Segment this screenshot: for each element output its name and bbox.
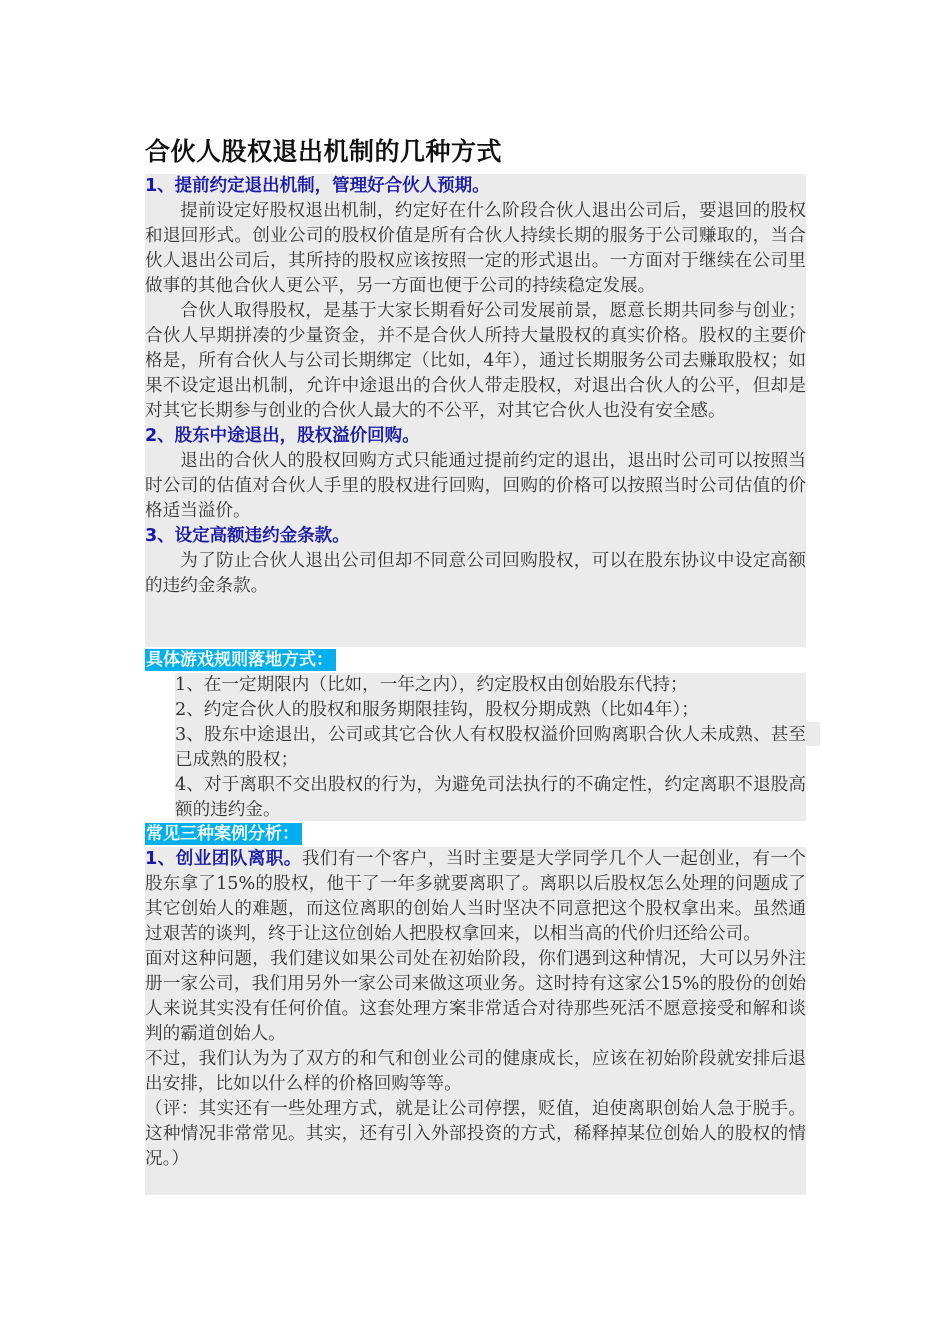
- shading-overhang: [806, 722, 820, 746]
- case1-heading: 1、创业团队离职。: [145, 849, 302, 869]
- page-title: 合伙人股权退出机制的几种方式: [145, 137, 503, 166]
- list-item: 3、股东中途退出，公司或其它合伙人有权股权溢价回购离职合伙人未成熟、甚至已成熟的股权；: [175, 725, 806, 770]
- cases-para4: （评：其实还有一些处理方式，就是让公司停摆，贬值，迫使离职创始人急于脱手。这种情况非常常见。其实，还有引入外部投资的方式，稀释掉某位创始人的股权的情况。）: [145, 1099, 806, 1169]
- case1-para: [145, 847, 806, 947]
- section3-heading: 3、设定高额违约金条款。: [145, 526, 350, 546]
- cases-label: 常见三种案例分析：: [145, 823, 302, 845]
- section1-para2: 合伙人取得股权，是基于大家长期看好公司发展前景，愿意长期共同参与创业；合伙人早期拼凑的少量资金，并不是合伙人所持大量股权的真实价格。股权的主要价格是，所有合伙人与公司长期绑定（比如，4年），通过长期服务公司去赚取股权；如果不设定退出机制，允许中途退出的合伙人带走股权，对退出合伙人的公平，但却是对其它长期参与创业的合伙人最大的不公平，对其它合伙人也没有安全感。: [145, 301, 806, 421]
- rules-list: [175, 673, 806, 821]
- section1-para1: 提前设定好股权退出机制，约定好在什么阶段合伙人退出公司后，要退回的股权和退回形式。创业公司的股权价值是所有合伙人持续长期的服务于公司赚取的，当合伙人退出公司后，其所持的股权应该按照一定的形式退出。一方面对于继续在公司里做事的其他合伙人更公平，另一方面也便于公司的持续稳定发展。: [145, 201, 806, 296]
- case1-text: 我们有一个客户，当时主要是大学同学几个人一起创业，有一个股东拿了15%的股权，他干了一年多就要离职了。离职以后股权怎么处理的问题成了其它创始人的难题，而这位离职的创始人当时坚决不同意把这个股权拿出来。虽然通过艰苦的谈判，终于让这位创始人把股权拿回来，以相当高的代价归还给公司。: [145, 849, 806, 944]
- section2-para: 退出的合伙人的股权回购方式只能通过提前约定的退出，退出时公司可以按照当时公司的估值对合伙人手里的股权进行回购，回购的价格可以按照当时公司估值的价格适当溢价。: [145, 451, 806, 521]
- section1-heading: 1、提前约定退出机制，管理好合伙人预期。: [145, 176, 490, 196]
- list-item: 1、在一定期限内（比如，一年之内），约定股权由创始股东代持；: [175, 675, 688, 695]
- list-item: 4、对于离职不交出股权的行为，为避免司法执行的不确定性，约定离职不退股高额的违约金。: [175, 775, 806, 820]
- cases-para2: 面对这种问题，我们建议如果公司处在初始阶段，你们遇到这种情况，大可以另外注册一家公司，我们用另外一家公司来做这项业务。这时持有这家公15%的股份的创始人来说其实没有任何价值。这套处理方案非常适合对待那些死活不愿意接受和解和谈判的霸道创始人。: [145, 949, 806, 1044]
- rules-label: 具体游戏规则落地方式：: [145, 649, 336, 671]
- list-item: 2、约定合伙人的股权和服务期限挂钩，股权分期成熟（比如4年）；: [175, 700, 699, 720]
- section2-heading: 2、股东中途退出，股权溢价回购。: [145, 426, 420, 446]
- section3-para: 为了防止合伙人退出公司但却不同意公司回购股权，可以在股东协议中设定高额的违约金条款。: [145, 551, 806, 596]
- cases-para3: 不过，我们认为为了双方的和气和创业公司的健康成长，应该在初始阶段就安排后退出安排，比如以什么样的价格回购等等。: [145, 1049, 806, 1094]
- principles-block: [145, 174, 806, 647]
- cases-block: [145, 847, 806, 1195]
